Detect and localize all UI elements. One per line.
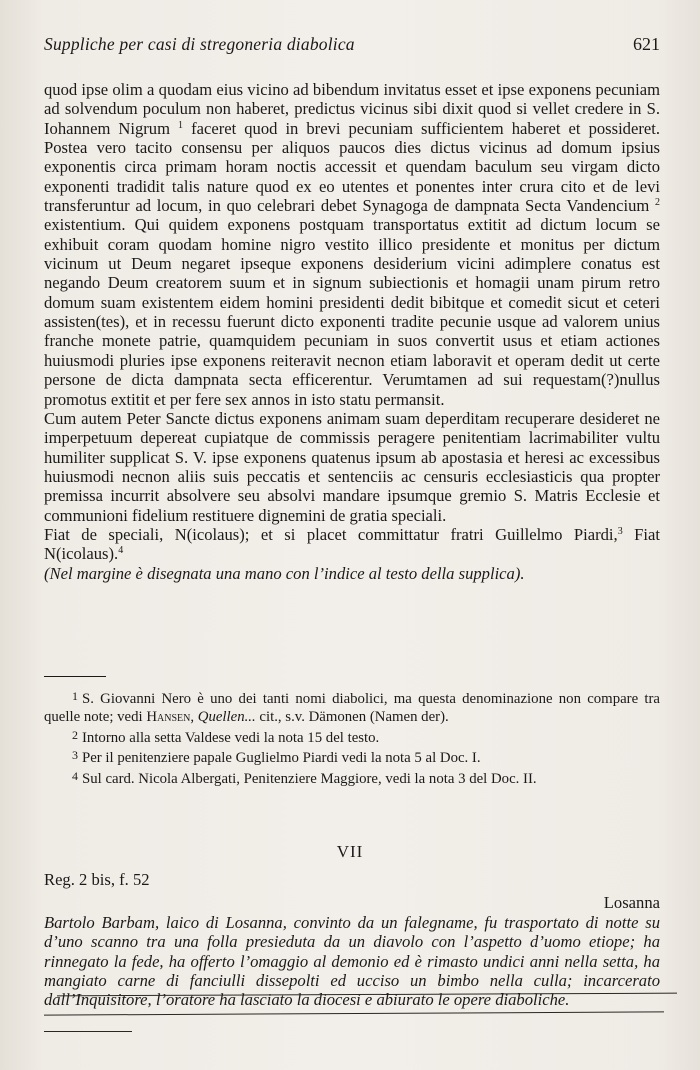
running-head (44, 34, 660, 60)
editorial-margin-note: (Nel margine è disegnata una mano con l’indice al testo della supplica). (44, 563, 525, 583)
footnote-text: Intorno alla setta Valdese vedi la nota 15 del testo. (82, 729, 380, 746)
place-name: Losanna (603, 893, 660, 912)
footnote-ref-3[interactable]: 3 (617, 525, 623, 537)
text-segment: quod ipse olim a quodam eius vicino ad bibendum invitatus esset et ipse exponens pecuniam ad solvendum poculum non haberet, predictus vicinus sibi dixit quod si vellet credere in S. Iohannem Nigrum (44, 80, 660, 138)
footnote-number: 2 (72, 727, 78, 742)
footnote-ref-1[interactable]: 1 (178, 119, 184, 131)
footnote-work-title: Quellen... (197, 708, 256, 725)
footnote-text: cit., s.v. Dämonen (Namen der). (259, 708, 449, 725)
footnote-text: Per il penitenziere papale Guglielmo Piardi vedi la nota 5 al Doc. I. (82, 750, 481, 767)
footnotes (44, 688, 660, 789)
page-number: 621 (633, 34, 660, 54)
pencil-underline (44, 1011, 664, 1015)
text-segment: faceret quod in brevi pecuniam sufficientem haberet et possideret. Postea vero tacito consensu per aliquos paucos dies dictus vicinus ad domum ipsius exponentis circa primam horam noctis accessit et quendam baculum seu virgam dicto exponenti tradidit talis nature quod ex eo utentes et ponentes inter crura cito et de levi transferuntur ad locum, in quo celebrari debet Synagoga de dampnata Secta Vandencium (44, 118, 660, 216)
text-segment: Fiat de speciali, N(icolaus); et si placet committatur fratri Guillelmo Piardi, (44, 524, 618, 544)
footnote-text: Sul card. Nicola Albergati, Penitenziere Maggiore, vedi la nota 3 del Doc. II. (82, 771, 537, 788)
footnote-divider (44, 676, 106, 677)
register-reference: Reg. 2 bis, f. 52 (44, 870, 150, 889)
text-segment: existentium. Qui quidem exponens postquam transportatus extitit ad dictum locum se exhibuit coram quodam homine nigro vestito illico presidente et monitus per dictum vicinum ut Deum negaret ipseque exponens desiderium vicini adimplere conatus est negando Deum creatorem suum et in signum subiectionis et homagii unam pirum retro domum suam existentem eidem homini presidenti dedit bibitque et comedit sicut et ceteri assisten(tes), et in recessu fuerunt dicto exponenti tradite pecunie usque ad valorem unius franche monete patrie, quamquidem pecuniam in suos convertit usus et etiam actiones huiusmodi pluries ipse exponens reiteravit necnon etiam laboravit et operam dedit ut certe persone de dicta dampnata secta efficerentur. Verumtamen ad sui requestam(?)nullus promotus extitit et per fere sex annos in isto statu permansit. (44, 215, 660, 409)
footnote-text: S. Giovanni Nero è uno dei tanti nomi diabolici, ma questa denominazione non compare tra quelle note; vedi (44, 691, 660, 725)
paragraph-supplication: Cum autem Peter Sancte dictus exponens animam suam deperditam recuperare desideret ne imperpetuum depereat cupiatque de commissis peragere penitentiam lacrimabiliter vultu humiliter supplicat S. V. ipse exponens quatenus ipsum ab apostasia et heresi ac excessibus huiusmodi necnon aliis suis peccatis et sentenciis ac censuris ecclesiasticis qua propter premissa incurrit absolvere seu absolvi mandare ipsumque gremio S. Matris Ecclesie et communioni fidelium restituere dignemini de gratia speciali. (44, 408, 660, 525)
document-transcription (44, 80, 660, 583)
footnote-3 (44, 747, 660, 768)
footnote-author: Hansen (146, 708, 191, 725)
footnote-number: 1 (72, 689, 78, 703)
pencil-underline (44, 1031, 132, 1032)
footnote-2 (44, 727, 660, 748)
running-head-title: Suppliche per casi di stregoneria diabolica (44, 34, 355, 54)
document-summary: Bartolo Barbam, laico di Losanna, convinto da un falegname, fu trasportato di notte su d’uno scanno tra una folla presieduta da un diavolo con l’aspetto d’uomo etiope; ha rinnegato la fede, ha offerto l’omaggio al demonio ed è rimasto undici anni nella setta, ha mangiato carne di fanciulli dissepolti ed ucciso un bimbo nella culla; incarcerato dall’Inquisitore, l’oratore ha lasciato la diocesi e abiurato le opere diaboliche. (44, 913, 660, 1010)
footnote-number: 4 (72, 769, 78, 784)
footnote-number: 3 (72, 748, 78, 763)
text-segment: Fiat N(icolaus). (44, 524, 660, 564)
footnote-4 (44, 768, 660, 789)
footnote-ref-4[interactable]: 4 (118, 545, 124, 557)
document-number: VII (336, 842, 364, 861)
footnote-ref-2[interactable]: 2 (654, 197, 660, 209)
footnote-1: $^1$ S. Giovanni Nero è uno dei tanti nomi diabolici, ma questa denominazione non compare tra quelle note; vedi Hansen, Quellen... cit., s.v. Dämonen (Namen der). (44, 689, 660, 725)
paragraph-grant (44, 525, 660, 564)
paragraph-petition-narrative (44, 80, 660, 409)
